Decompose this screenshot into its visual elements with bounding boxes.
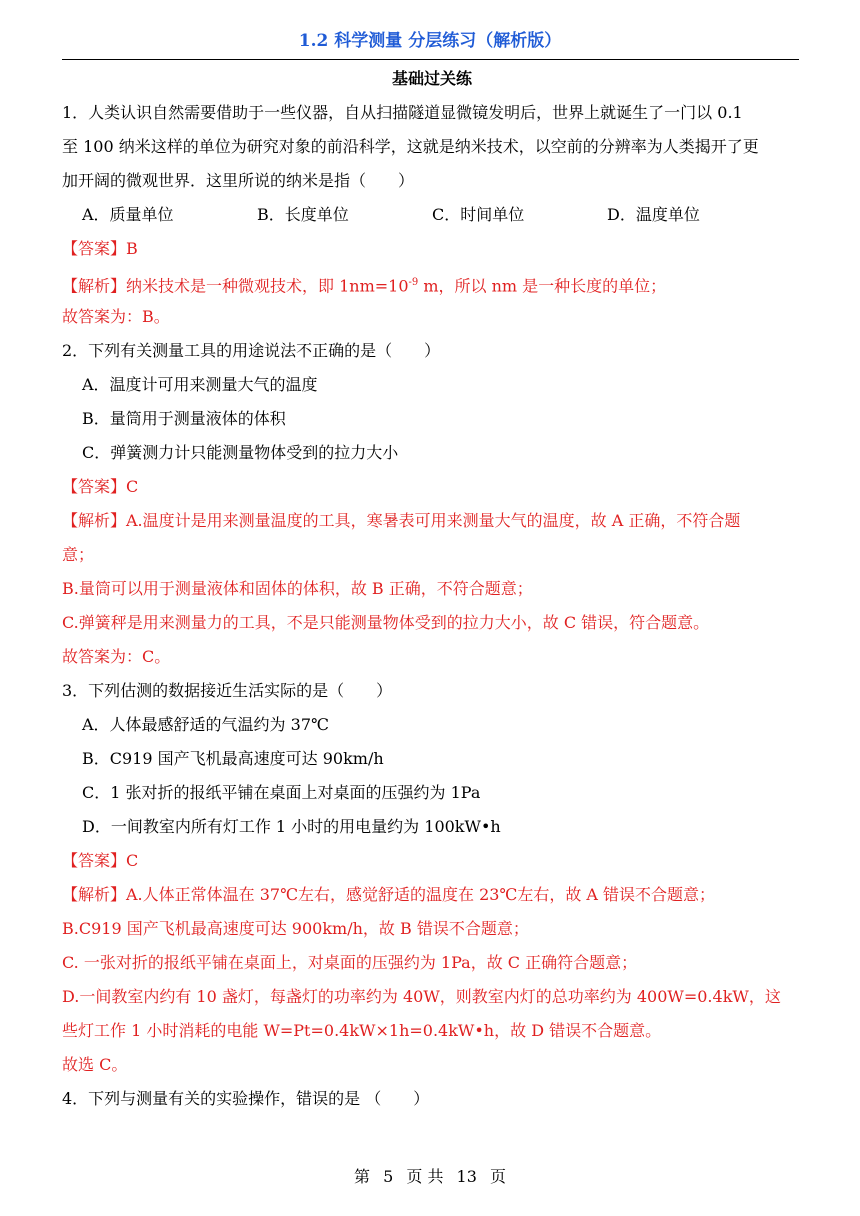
q2-option-c: C．弹簧测力计只能测量物体受到的拉力大小 — [82, 443, 399, 462]
q2-stem: 2．下列有关测量工具的用途说法不正确的是（ ） — [62, 341, 441, 360]
q1-option-a: A．质量单位 — [82, 205, 174, 224]
q3-option-a: A．人体最感舒适的气温约为 37℃ — [82, 715, 329, 734]
q2-option-a: A．温度计可用来测量大气的温度 — [82, 375, 318, 394]
q2-analysis-line-3: B.量筒可以用于测量液体和固体的体积，故 B 正确，不符合题意； — [62, 579, 533, 598]
q2-conclusion: 故答案为：C。 — [62, 647, 171, 666]
q2-analysis-line-4: C.弹簧秤是用来测量力的工具，不是只能测量物体受到的拉力大小，故 C 错误，符合题意。 — [62, 613, 710, 632]
q1-option-c: C．时间单位 — [432, 205, 525, 224]
q3-stem: 3．下列估测的数据接近生活实际的是（ ） — [62, 681, 393, 700]
q1-answer: 【答案】B — [62, 239, 138, 258]
footer-total-pages: 13 — [456, 1167, 477, 1186]
q3-conclusion: 故选 C。 — [62, 1055, 128, 1074]
q1-option-d: D．温度单位 — [607, 205, 700, 224]
q1-analysis-suffix: m，所以 nm 是一种长度的单位； — [418, 276, 667, 296]
q3-option-b: B．C919 国产飞机最高速度可达 90km/h — [82, 749, 384, 768]
q1-stem-line-3: 加开阔的微观世界．这里所说的纳米是指（ ） — [62, 171, 415, 190]
q1-stem-line-1: 1．人类认识自然需要借助于一些仪器，自从扫描隧道显微镜发明后，世界上就诞生了一门以 0.1 — [62, 103, 743, 122]
header-divider — [62, 59, 799, 60]
footer-page-number: 5 — [383, 1167, 394, 1186]
q4-stem: 4．下列与测量有关的实验操作，错误的是 （ ） — [62, 1089, 430, 1108]
q3-analysis-line-1: 【解析】A.人体正常体温在 37℃左右，感觉舒适的温度在 23℃左右，故 A 错误不合题意； — [62, 885, 716, 904]
q3-option-c: C．1 张对折的报纸平铺在桌面上对桌面的压强约为 1Pa — [82, 783, 481, 802]
q1-options — [62, 198, 802, 232]
q1-option-b: B．长度单位 — [257, 205, 349, 224]
q2-analysis-line-1: 【解析】A.温度计是用来测量温度的工具，寒暑表可用来测量大气的温度，故 A 正确，不符合题 — [62, 511, 741, 530]
q3-analysis-line-2: B.C919 国产飞机最高速度可达 900km/h，故 B 错误不合题意； — [62, 919, 529, 938]
q2-answer: 【答案】C — [62, 477, 139, 496]
page-footer — [0, 1164, 860, 1187]
q3-option-d: D．一间教室内所有灯工作 1 小时的用电量约为 100kW•h — [82, 817, 501, 836]
section-title: 基础过关练 — [391, 69, 472, 88]
q2-option-b: B．量筒用于测量液体的体积 — [82, 409, 286, 428]
q3-analysis-line-3: C. 一张对折的报纸平铺在桌面上，对桌面的压强约为 1Pa，故 C 正确符合题意； — [62, 953, 638, 972]
footer-prefix: 第 — [353, 1167, 370, 1186]
document-body — [62, 62, 802, 1116]
q1-analysis-prefix: 【解析】纳米技术是一种微观技术，即 1nm=10 — [62, 276, 409, 296]
q1-conclusion: 故答案为：B。 — [62, 307, 170, 326]
q1-stem-line-2: 至 100 纳米这样的单位为研究对象的前沿科学，这就是纳米技术，以空前的分辨率为人类揭开了更 — [62, 137, 759, 156]
q1-analysis-exponent: -9 — [408, 277, 419, 288]
footer-mid: 页 共 — [406, 1167, 444, 1186]
q3-answer: 【答案】C — [62, 851, 139, 870]
page-header-title: 1.2 科学测量 分层练习（解析版） — [298, 31, 562, 51]
q1-analysis — [62, 266, 802, 300]
q3-analysis-line-5: 些灯工作 1 小时消耗的电能 W=Pt=0.4kW×1h=0.4kW•h，故 D 错误不合题意。 — [62, 1021, 662, 1040]
q3-analysis-line-4: D.一间教室内约有 10 盏灯，每盏灯的功率约为 40W，则教室内灯的总功率约为 400W=0.4kW，这 — [62, 987, 781, 1006]
footer-suffix: 页 — [490, 1167, 507, 1186]
q2-analysis-line-2: 意； — [62, 545, 95, 564]
